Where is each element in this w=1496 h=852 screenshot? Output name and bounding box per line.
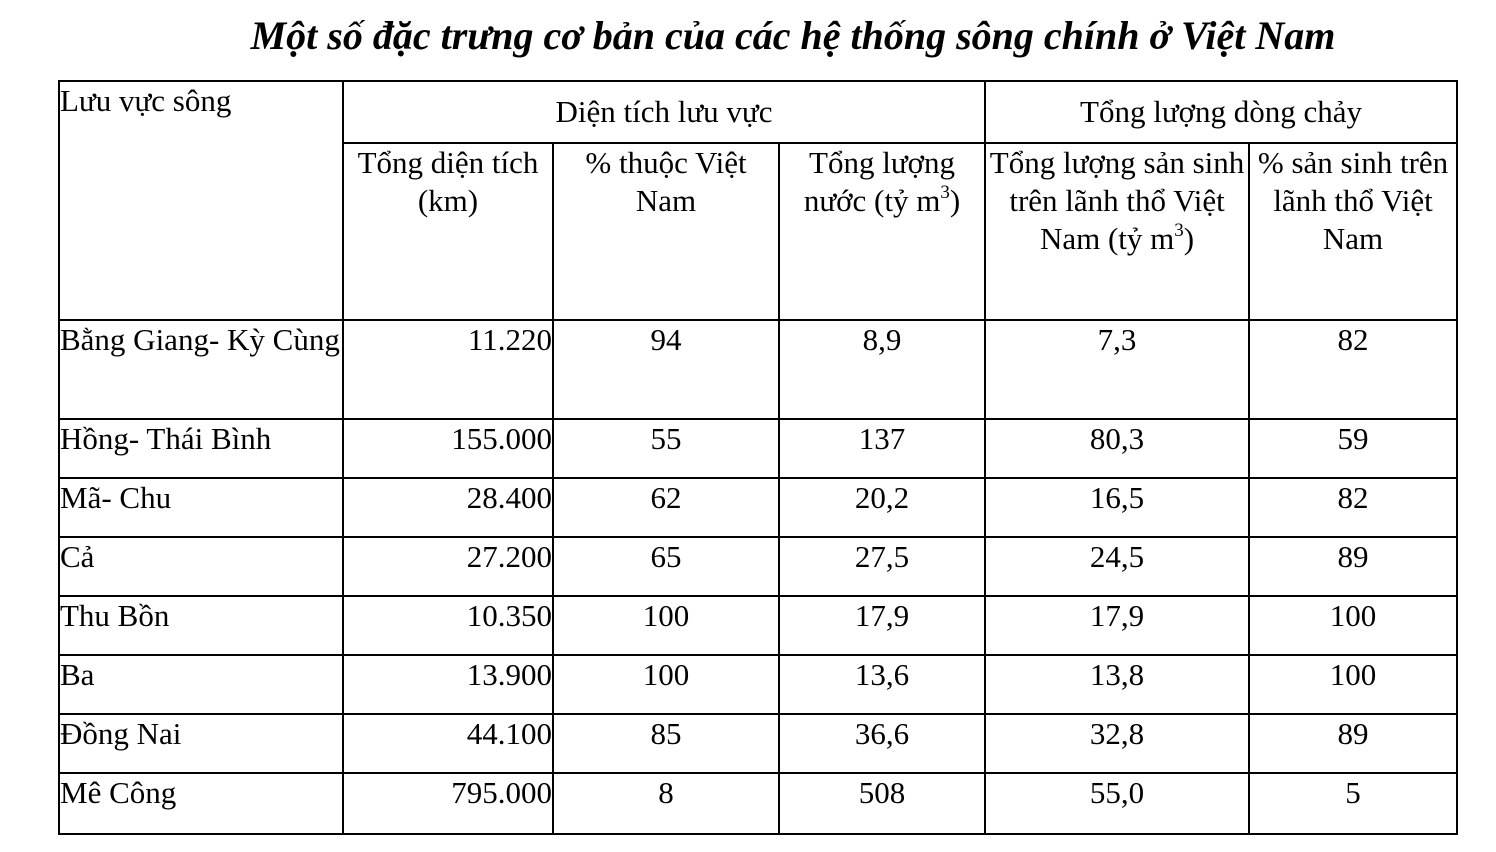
total-area-cell: 10.350 [343,596,553,655]
column-header-total-area: Tổng diện tích (km) [343,143,553,320]
column-header-total-water [779,143,985,320]
percent-vietnam-cell: 100 [553,596,779,655]
river-name-cell: Ba [59,655,343,714]
produced-cell: 16,5 [985,478,1249,537]
superscript-3: 3 [1174,219,1184,241]
total-area-cell: 11.220 [343,320,553,419]
percent-produced-cell: 82 [1249,320,1457,419]
table-row [59,596,1457,655]
river-name-cell: Bằng Giang- Kỳ Cùng [59,320,343,419]
total-water-cell: 508 [779,773,985,834]
column-header-produced-in-vietnam [985,143,1249,320]
table-row [59,714,1457,773]
total-area-cell: 27.200 [343,537,553,596]
total-water-cell: 17,9 [779,596,985,655]
total-water-cell: 13,6 [779,655,985,714]
produced-cell: 7,3 [985,320,1249,419]
total-water-cell: 137 [779,419,985,478]
column-header-percent-vietnam: % thuộc Việt Nam [553,143,779,320]
river-name-cell: Thu Bồn [59,596,343,655]
percent-vietnam-cell: 62 [553,478,779,537]
produced-cell: 32,8 [985,714,1249,773]
river-name-cell: Đồng Nai [59,714,343,773]
total-area-cell: 13.900 [343,655,553,714]
river-name-cell: Mã- Chu [59,478,343,537]
page-title: Một số đặc trưng cơ bản của các hệ thống sông chính ở Việt Nam [250,13,1336,58]
total-water-cell: 36,6 [779,714,985,773]
total-area-cell: 28.400 [343,478,553,537]
column-header-produced-text: Tổng lượng sản sinh trên lãnh thổ Việt Nam (tỷ m [989,145,1245,256]
percent-vietnam-cell: 85 [553,714,779,773]
group-header-basin-area: Diện tích lưu vực [343,81,985,143]
table-row [59,419,1457,478]
percent-vietnam-cell: 8 [553,773,779,834]
table-row [59,478,1457,537]
river-name-cell: Cả [59,537,343,596]
percent-produced-cell: 59 [1249,419,1457,478]
total-water-cell: 20,2 [779,478,985,537]
table-row [59,320,1457,419]
total-area-cell: 155.000 [343,419,553,478]
percent-produced-cell: 5 [1249,773,1457,834]
table-row [59,537,1457,596]
percent-produced-cell: 100 [1249,596,1457,655]
percent-produced-cell: 89 [1249,537,1457,596]
produced-cell: 17,9 [985,596,1249,655]
percent-produced-cell: 82 [1249,478,1457,537]
table-row [59,655,1457,714]
percent-vietnam-cell: 55 [553,419,779,478]
total-area-cell: 44.100 [343,714,553,773]
group-header-total-flow: Tổng lượng dòng chảy [985,81,1457,143]
closing-paren: ) [1183,221,1195,256]
closing-paren: ) [949,183,961,218]
percent-vietnam-cell: 94 [553,320,779,419]
row-header-river-basin: Lưu vực sông [59,81,343,320]
river-name-cell: Hồng- Thái Bình [59,419,343,478]
superscript-3: 3 [940,181,950,203]
percent-vietnam-cell: 65 [553,537,779,596]
percent-produced-cell: 89 [1249,714,1457,773]
column-header-percent-produced: % sản sinh trên lãnh thổ Việt Nam [1249,143,1457,320]
produced-cell: 24,5 [985,537,1249,596]
table-row [59,773,1457,834]
percent-vietnam-cell: 100 [553,655,779,714]
percent-produced-cell: 100 [1249,655,1457,714]
total-water-cell: 8,9 [779,320,985,419]
produced-cell: 80,3 [985,419,1249,478]
total-area-cell: 795.000 [343,773,553,834]
column-header-total-water-text: Tổng lượng nước (tỷ m [803,145,956,218]
produced-cell: 55,0 [985,773,1249,834]
river-systems-table [58,80,1458,835]
river-name-cell: Mê Công [59,773,343,834]
total-water-cell: 27,5 [779,537,985,596]
produced-cell: 13,8 [985,655,1249,714]
